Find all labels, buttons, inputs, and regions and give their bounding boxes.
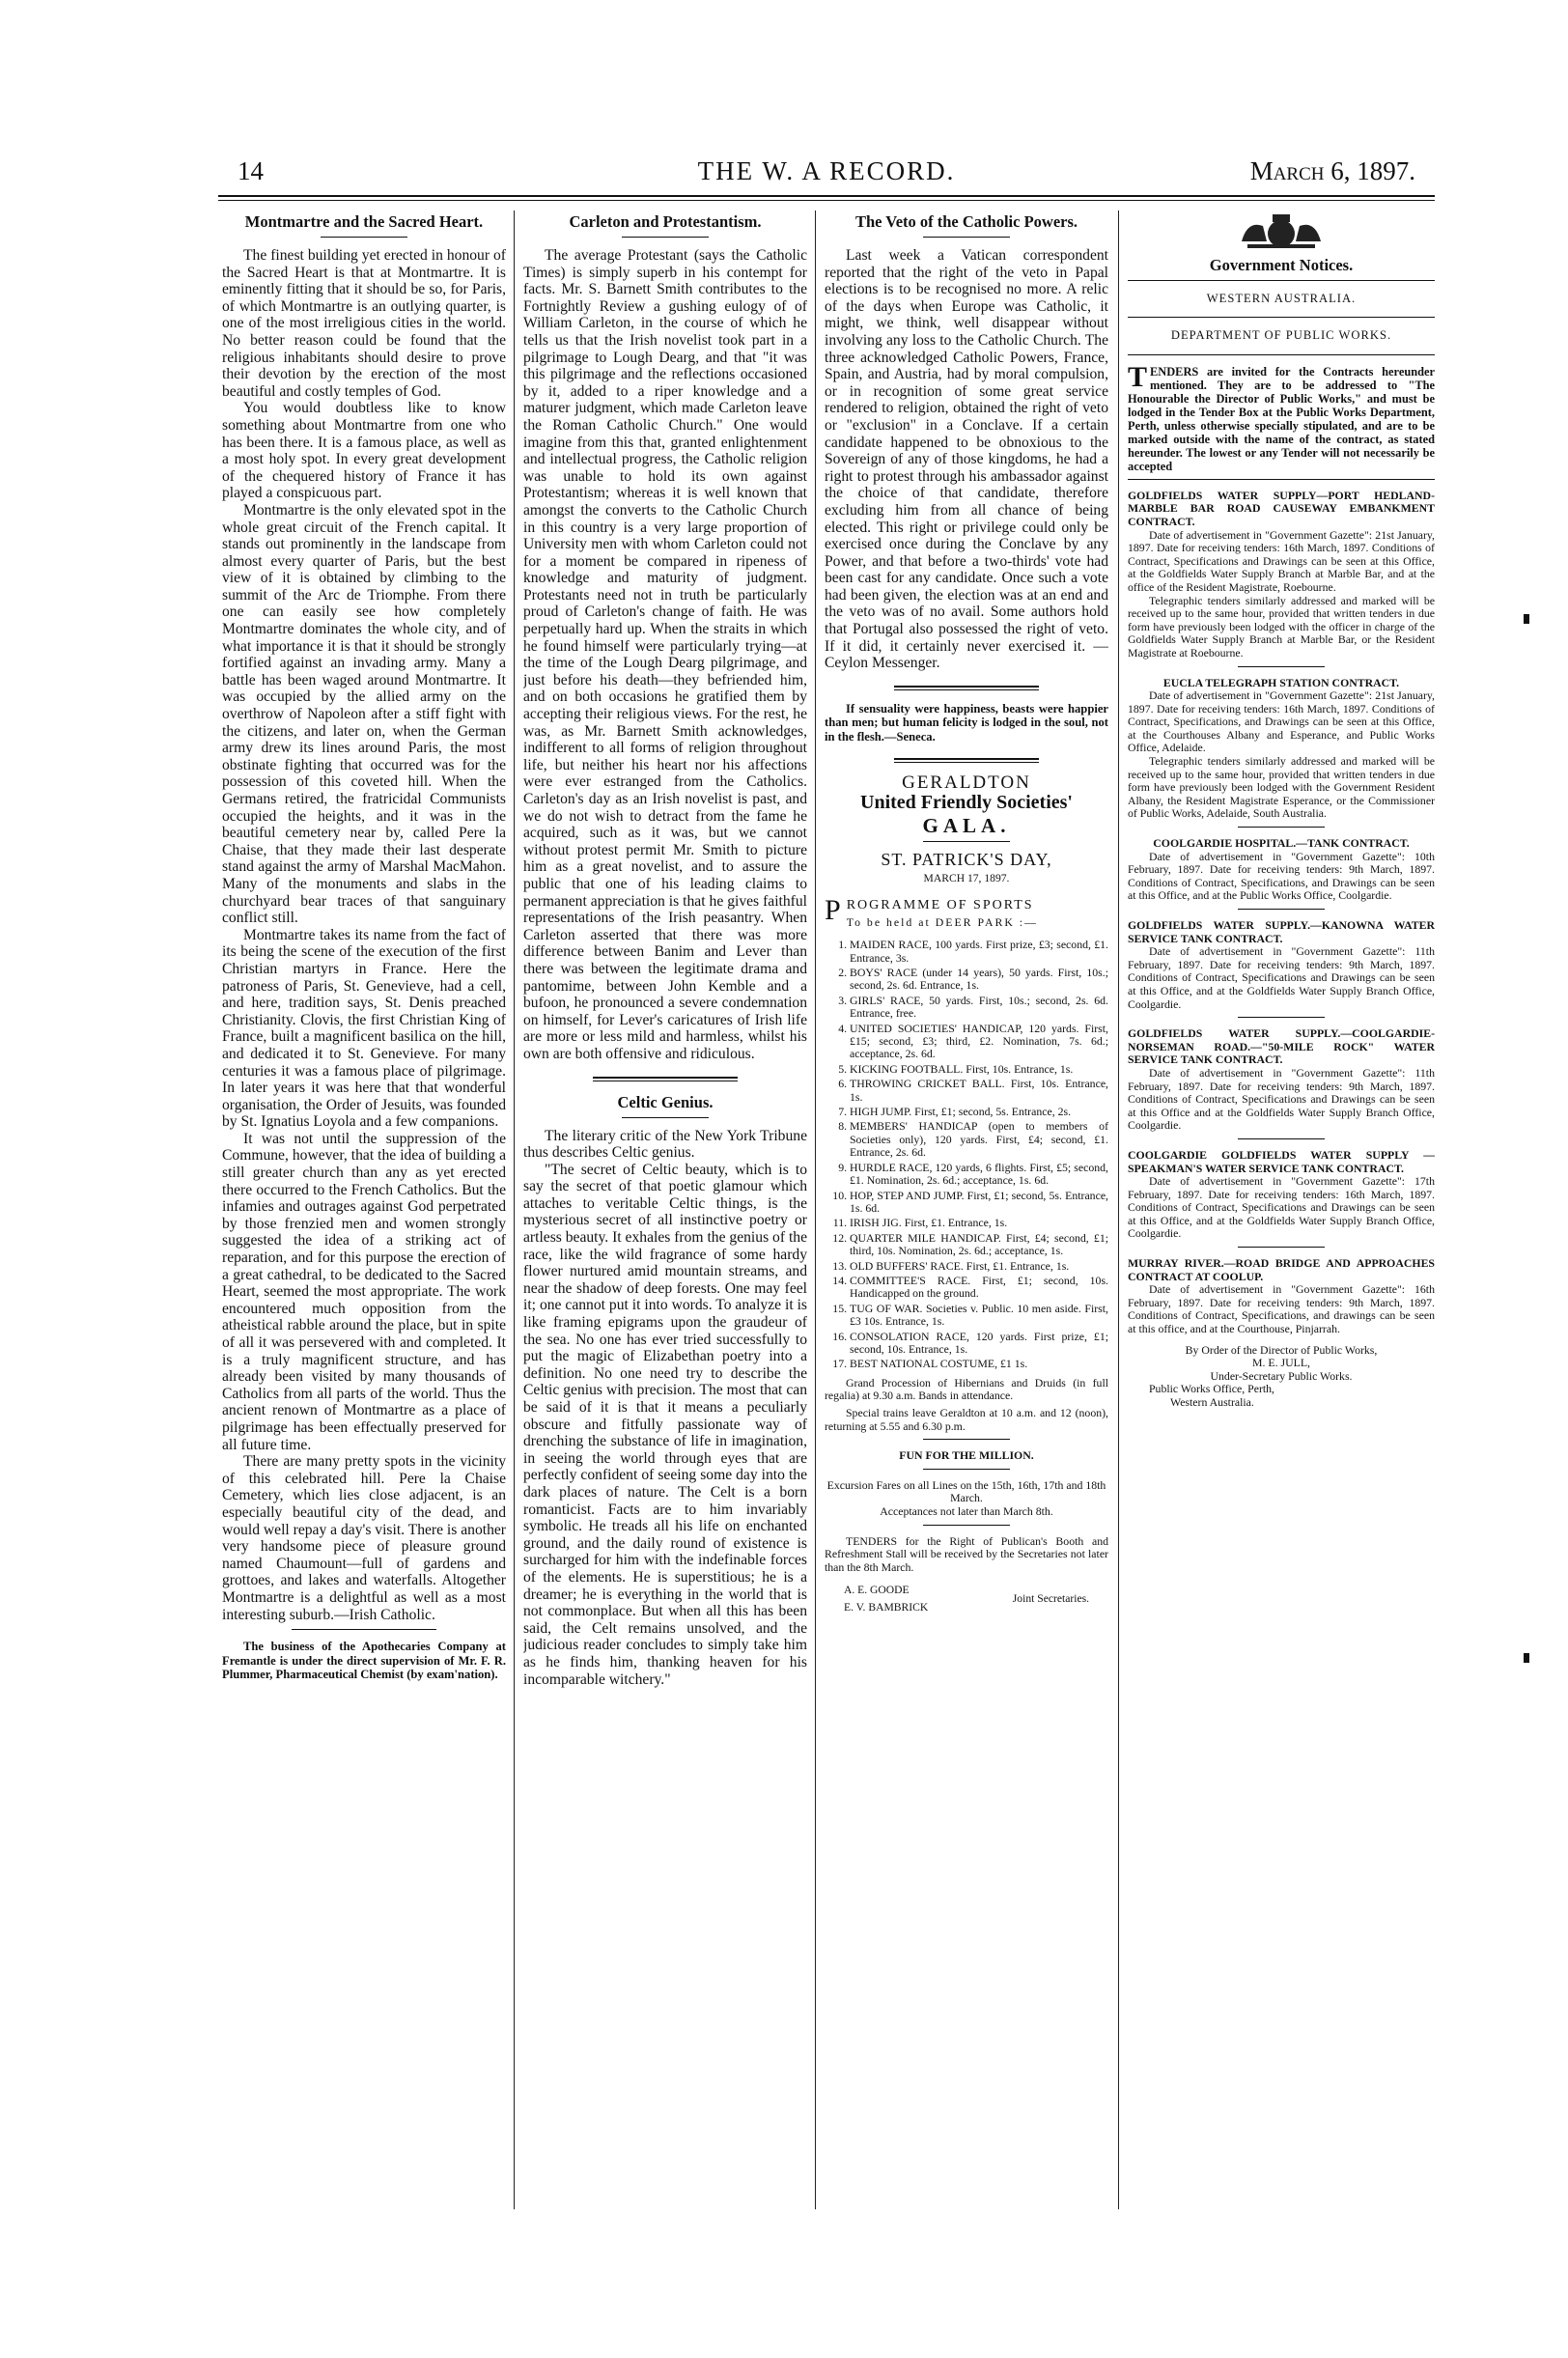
contract-body: Telegraphic tenders similarly addressed and marked will be received up to the same hour, provided that written tenders in due form have previously been lodged with the officer in charge of the Goldfields Water Supply Branch at Marble Bar, or the Resident Magistrate at Roebourne. [1128,593,1435,660]
trains-notice: Special trains leave Geraldton at 10 a.m. and 12 (noon), returning at 5.55 and 6.30 p.m. [825,1405,1108,1433]
paragraph: The finest building yet erected in honour of the Sacred Heart is that at Montmartre. It is eminently fitting that it should be so, for Paris, of which Montmartre is an outlying quarter, is one of the most irreligious cities in the world. No better reason could be found that the religious inhabitants should desire to prove their devotion by the erection of the most beautiful and costly temples of God. [222,247,506,400]
secretaries [825,1582,1108,1615]
contract-title: MURRAY RIVER.—ROAD BRIDGE AND APPROACHES CONTRACT AT COOLUP. [1128,1256,1435,1283]
contract-body: Date of advertisement in "Government Gazette": 10th February, 1897. Date for receiving tenders: 9th March, 1897. Conditions of Contract, Specifications, and Drawings can be seen at this Office, and at the Public Works Office, Coolgardie. [1128,849,1435,903]
event-item: 17. BEST NATIONAL COSTUME, £1 1s. [850,1358,1108,1370]
gala-title: GALA. [922,814,1011,838]
secretary-name: E. V. BAMBRICK [844,1600,929,1614]
contract-notice [1128,1149,1435,1241]
contract-notice [1128,677,1435,822]
article-title: Celtic Genius. [617,1092,714,1111]
event-item: 14. COMMITTEE'S RACE. First, £1; second, 10s. Handicapped on the ground. [850,1275,1108,1301]
contract-notice [1128,837,1435,903]
event-item: 11. IRISH JIG. First, £1. Entrance, 1s. [850,1217,1108,1229]
contract-body: Date of advertisement in "Government Gazette": 21st January, 1897. Date for receiving tenders: 16th March, 1897. Conditions of Contract, Specifications, and Drawings can be seen at this Office, at the Courthouses Albany and Esperance, and Public Works Office, Adelaide. [1128,688,1435,755]
divider [1238,827,1325,828]
newspaper-title: THE W. A RECORD. [697,156,956,185]
divider [1238,1017,1325,1018]
masthead-rule [218,195,1435,201]
programme-drop-cap: P [825,894,843,926]
divider [1238,1247,1325,1248]
contract-notice [1128,490,1435,660]
paragraph: The average Protestant (says the Catholic Times) is simply superb in his contempt for facts. Mr. S. Barnett Smith contributes to the Fortnightly Review a gushing eulogy of of William Carleton, in the course of which he tells us that the Irish novelist took part in a pilgrimage to Lough Dearg, and that "it was this pilgrimage and the reflections occasioned by it, added to a riper knowledge and a maturer judgment, which made Carleton leave the Roman Catholic Church." One would imagine from this that, granted enlightenment and intellectual progress, the Catholic religion was unable to hold its own against Protestantism; whereas it is well known that amongst the converts to the Catholic Church in this country is a very large proportion of University men with whom Carleton could not for a moment be compared in ripeness of knowledge and maturity of judgment. Protestants need not in truth be particularly proud of Carleton's change of faith. He was perpetually hard up. When the straits in which he found himself were particularly trying—at the time of the Lough Dearg pilgrimage, and just before his death—they befriended him, and on both occasions he gratified them by accepting their religious views. For the rest, he was, as Mr. Barnett Smith acknowledges, indifferent to all forms of religion throughout life, but neither his heart nor his affections were ever estranged from the Catholics. Carleton's day as an Irish novelist is past, and we do not wish to detract from the fame he acquired, such as it was, but we cannot without protest permit Mr. Smith to picture him as a great novelist, and to assure the public that one of his leading claims to permanent appreciation is that he gives faithful representations of the Irish peasantry. When Carleton asserted that there was more difference between Banim and Lever than there was between the legitimate drama and pantomime, between John Kemble and a bufoon, he pronounced a severe condemnation on himself, for Lever's caricatures of Irish life are more or less mild and harmless, whilst his own are both offensive and ridiculous. [523,247,807,1062]
event-item: 9. HURDLE RACE, 120 yards, 6 flights. First, £5; second, £1. Nomination, 2s. 6d.; acceptance, 1s. 6d. [850,1162,1108,1188]
column-divider [1118,211,1119,2209]
divider [923,841,1010,842]
contract-title: GOLDFIELDS WATER SUPPLY.—COOLGARDIE-NORSEMAN ROAD.—"50-MILE ROCK" WATER SERVICE TANK CONTRACT. [1128,1026,1435,1067]
divider [1128,280,1435,281]
government-notices-title: Government Notices. [1209,256,1354,274]
divider [1238,1138,1325,1139]
column-montmartre [222,211,506,2214]
divider [292,1629,436,1630]
state-heading: WESTERN AUSTRALIA. [1206,291,1357,305]
paragraph: It was not until the suppression of the Commune, however, that the idea of building a still greater church than any as yet erected there occurred to the French Catholics. But the infamies and outrages against God perpetrated by those frenzied men and women strongly suggested the idea of a striking act of reparation, and for this purpose the erection of a great cathedral, to be dedicated to the Sacred Heart, seemed the most appropriate. The work encountered much opposition from the atheistical rabble around the place, but in spite of all it was persevered with and completed. It is a truly magnificent structure, and has already been visited by many thousands of Catholics from all parts of the world. Thus the ancient renown of Montmartre as a place of pilgrimage has been effectually preserved for all future time. [222,1130,506,1453]
fun-heading: FUN FOR THE MILLION. [899,1448,1034,1463]
procession-notice: Grand Procession of Hibernians and Druids (in full regalia) at 9.30 a.m. Bands in attendance. [825,1375,1108,1403]
divider [923,1469,1010,1470]
event-item: 5. KICKING FOOTBALL. First, 10s. Entrance, 1s. [850,1063,1108,1076]
divider [923,1439,1010,1440]
tender-intro [1128,360,1435,473]
event-item: 4. UNITED SOCIETIES' HANDICAP, 120 yards. First, £15; second, £3; third, £2. Nomination, 7s. 6d.; acceptance, 2s. 6d. [850,1023,1108,1061]
divider [1238,666,1325,667]
contract-notice [1128,919,1435,1011]
page-number: 14 [238,156,264,185]
scan-edge-mark [1524,614,1529,624]
event-item: 16. CONSOLATION RACE, 120 yards. First prize, £1; second, 10s. Entrance, 1s. [850,1331,1108,1357]
contract-body: Date of advertisement in "Government Gazette": 11th February, 1897. Date for receiving tenders: 9th March, 1897. Conditions of Contract, Specifications and Drawings can be seen at this Office and at the Goldfields Water Supply Branch Office, Coolgardie. [1128,1065,1435,1133]
event-item: 13. OLD BUFFERS' RACE. First, £1. Entrance, 1s. [850,1260,1108,1273]
divider [1128,354,1435,355]
contract-body: Telegraphic tenders similarly addressed and marked will be received up to the same hour, provided that written tenders in due form have previously been lodged with the Government Resident Albany, the Resident Magistrate Esperance, or the Commissioner of Public Works, Adelaide, South Australia. [1128,754,1435,821]
signature-block [1128,1344,1435,1410]
event-item: 8. MEMBERS' HANDICAP (open to members of Societies only), 120 yards. First, £4; second, £1. Entrance, 2s. 6d. [850,1120,1108,1159]
programme-venue: To be held at DEER PARK :— [846,914,1038,929]
contract-body: Date of advertisement in "Government Gazette": 21st January, 1897. Date for receiving tenders: 16th March, 1897. Conditions of Contract, Specifications and Drawings can be seen at this Office, at the Goldfields Water Supply Branch at Marble Bar, and at the office of the Resident Magistrate, Roebourne. [1128,527,1435,594]
event-item: 6. THROWING CRICKET BALL. First, 10s. Entrance, 1s. [850,1078,1108,1104]
contract-title: GOLDFIELDS WATER SUPPLY.—KANOWNA WATER SERVICE TANK CONTRACT. [1128,918,1435,945]
column-carleton [523,211,807,2214]
contract-title: EUCLA TELEGRAPH STATION CONTRACT. [1162,675,1400,689]
signer-name: M. E. JULL, [1252,1356,1310,1370]
contract-title: GOLDFIELDS WATER SUPPLY—PORT HEDLAND-MARBLE BAR ROAD CAUSEWAY EMBANKMENT CONTRACT. [1128,488,1435,528]
divider [321,237,407,238]
gala-place: GERALDTON [902,772,1031,793]
gala-societies: United Friendly Societies' [860,792,1073,814]
tender-intro-text: ENDERS are invited for the Contracts hereunder mentioned. They are to be addressed to "The Honourable the Director of Public Works," and must be lodged in the Tender Box at the Public Works Department, Perth, unless otherwise specially stipulated, and are to be marked outside with the name of the contract, as stated hereunder. The lowest or any Tender will not necessarily be accepted [1128,364,1435,473]
excursion-notice: Excursion Fares on all Lines on the 15th, 16th, 17th and 18th March. [826,1477,1106,1505]
issue-date: March 6, 1897. [1249,156,1415,185]
event-item: 12. QUARTER MILE HANDICAP. First, £4; second, £1; third, 10s. Nomination, 2s. 6d.; acceptance, 1s. [850,1232,1108,1258]
column-divider [514,211,515,2209]
events-list [825,939,1108,1371]
column-divider [815,211,816,2209]
programme-heading [825,894,1108,931]
department-heading: DEPARTMENT OF PUBLIC WORKS. [1170,328,1392,343]
acceptances-notice: Acceptances not later than March 8th. [880,1503,1053,1518]
event-item: 2. BOYS' RACE (under 14 years), 50 yards. First, 10s.; second, 2s. 6d. Entrance, 1s. [850,967,1108,993]
event-item: 3. GIRLS' RACE, 50 yards. First, 10s.; second, 2s. 6d. Entrance, free. [850,995,1108,1021]
gala-day: ST. PATRICK'S DAY, [881,849,1052,869]
article-title: Carleton and Protestantism. [569,212,762,231]
paragraph: There are many pretty spots in the vicinity of this celebrated hill. Pere la Chaise Cemetery, which lies close adjacent, is an especially beautiful city of the dead, and would well repay a day's visit. There is another very handsome piece of pleasure ground named Chaumount—full of gardens and grottoes, and lakes and waterfalls. Altogether Montmartre is a delightful as well as a most interesting suburb.—Irish Catholic. [222,1453,506,1623]
tender-drop-cap: T [1128,360,1148,393]
column-veto-and-gala [825,211,1108,2214]
paragraph: You would doubtless like to know something about Montmartre from one who has been there. It is a famous place, as well as a most holy spot. In every great development of the chequered history of France it has played a conspicuous part. [222,400,506,502]
paragraph: "The secret of Celtic beauty, which is to say the secret of that poetic glamour which attaches to veritable Celtic things, is the mysterious secret of all instinctive poetry or artless beauty. It exhales from the genius of the race, like the wild fragrance of some hardy flower nurtured amid mountain streams, and near the shadow of deep forests. One may feel it; one cannot put it into words. To analyze it is like framing epigrams upon the graudeur of the sea. No one has ever tried successfully to put the magic of Elizabethan poetry into a definition. No one need try to describe the Celtic genius with precision. The most that can be said of it is that it means a peculiarly obscure and fitfully passionate way of drenching the substance of life in imagination, in seeing the world through eyes that are perfectly confident of seeing some day into the dark places of nature. The Celt is a born romanticist. Facts are to him invariably symbolic. He treads all his life on enchanted ground, and the daily round of existence is surcharged for him with the indefinable forces of the elements. He is superstitious; he is a dreamer; he is everything in the world that is not commonplace. But when all this has been said, the Celt remains unsolved, and the judicious reader concludes to simply take him as he finds him, thanking heaven for his incomparable witchery." [523,1161,807,1688]
column-government-notices [1128,211,1435,2214]
order-line: By Order of the Director of Public Works, [1185,1342,1378,1357]
event-item: 10. HOP, STEP AND JUMP. First, £1; second, 5s. Entrance, 1s. 6d. [850,1190,1108,1216]
divider [1128,479,1435,480]
paragraph: Last week a Vatican correspondent reported that the right of the veto in Papal elections is to be recognised no more. A relic of the days when Europe was Catholic, it might, we think, well disappear without involving any loss to the Catholic Church. The three acknowledged Catholic Powers, France, Spain, and Austria, had by moral compulsion, or in recognition of some great service rendered to religion, obtained the right of veto or "exclusion" in a Conclave. If a certain candidate happened to be obnoxious to the Sovereign of any of those kingdoms, he had a right to protest through his ambassador against the choice of that candidate, therefore excluding him from all chance of being elected. This right or privilege could only be exercised once during the Conclave by any Power, and that before a two-thirds' vote had been cast for any candidate. Once such a vote had been given, the election was at an end and the veto was of no avail. Some authors hold that Portugal also possessed the right of veto. If it did, it certainly never exercised it. —Ceylon Messenger. [825,247,1108,672]
double-divider [894,758,1039,763]
secretary-name: A. E. GOODE [844,1584,910,1597]
programme-title: ROGRAMME OF SPORTS [846,898,1034,912]
signer-title: Under-Secretary Public Works. [1210,1368,1353,1383]
divider [622,1117,709,1118]
office-line: Public Works Office, Perth, [1149,1382,1275,1396]
tenders-notice: TENDERS for the Right of Publican's Booth and Refreshment Stall will be received by the Secretaries not later than the 8th March. [825,1533,1108,1574]
contract-notice [1128,1027,1435,1133]
contract-title: COOLGARDIE HOSPITAL.—TANK CONTRACT. [1153,836,1410,851]
gala-advertisement [825,774,1108,1616]
article-title: Montmartre and the Sacred Heart. [244,212,484,231]
seneca-quote: If sensuality were happiness, beasts were happier than men; but human felicity is lodged in the soul, not in the flesh.—Seneca. [825,701,1108,744]
contract-body: Date of advertisement in "Government Gazette": 11th February, 1897. Date for receiving tenders: 9th March, 1897. Conditions of Contract, Specifications and Drawings can be seen at this Office, and at the Goldfields Water Supply Branch Office, Coolgardie. [1128,944,1435,1011]
event-item: 7. HIGH JUMP. First, £1; second, 5s. Entrance, 2s. [850,1106,1108,1118]
contract-body: Date of advertisement in "Government Gazette": 17th February, 1897. Date for receiving tenders: 16th March, 1897. Conditions of Contract, Specifications and Drawings can be seen at this Office, and at the Goldfields Water Supply Branch Office, Coolgardie. [1128,1174,1435,1241]
divider [923,1525,1010,1526]
royal-crest-icon [1238,212,1325,251]
gala-date: MARCH 17, 1897. [923,872,1010,885]
divider [923,237,1010,238]
masthead [218,156,1435,191]
article-title: The Veto of the Catholic Powers. [854,212,1078,231]
scan-edge-mark [1524,1653,1529,1663]
newspaper-page [199,145,1444,2221]
paragraph: The literary critic of the New York Tribune thus describes Celtic genius. [523,1127,807,1162]
event-item: 1. MAIDEN RACE, 100 yards. First prize, £3; second, £1. Entrance, 3s. [850,939,1108,965]
divider [1128,317,1435,318]
event-item: 15. TUG OF WAR. Societies v. Public. 10 men aside. First, £3 10s. Entrance, 1s. [850,1303,1108,1329]
paragraph: Montmartre takes its name from the fact of its being the scene of the execution of the first Christian martyrs in France. Here the patroness of Paris, St. Genevieve, had a cell, and here, tradition says, St. Denis preached Christianity. Clovis, the first Christian King of France, built a magnificent basilica on the hill, and dedicated it to St. Genevieve. For many centuries it was a famous place of pilgrimage. In later years it was here that that wonderful organisation, the Order of Jesuits, was founded by St. Ignatius Loyola and a few companions. [222,926,506,1131]
secretaries-label: Joint Secretaries. [1012,1592,1089,1606]
contract-notice [1128,1257,1435,1336]
divider [1238,909,1325,910]
divider [622,237,709,238]
double-divider [593,1077,738,1081]
apothecaries-notice: The business of the Apothecaries Company at Fremantle is under the direct supervision of Mr. F. R. Plummer, Pharmaceutical Chemist (by exam'nation). [222,1640,506,1682]
region-line: Western Australia. [1170,1395,1254,1409]
contract-body: Date of advertisement in "Government Gazette": 16th February, 1897. Date for receiving tenders: 9th March, 1897. Conditions of Contract, Specifications, and drawings can be seen at this office, and at the Courthouse, Pinjarrah. [1128,1282,1435,1336]
paragraph: Montmartre is the only elevated spot in the whole great circuit of the French capital. It stands out prominently in the landscape from almost every quarter of Paris, but the best view of it is obtained by climbing to the summit of the Arc de Triomphe. From there one can easily see how completely Montmartre dominates the whole city, and of what importance it is that it should be strongly fortified against an invading army. Many a battle has been waged around Montmartre. It was occupied by the allied army on the overthrow of Napoleon after a stiff fight with the citizens, and later on, when the German army drew its lines around Paris, the most obstinate fighting that occurred was for the possession of this coveted hill. When the Germans retired, the fratricidal Communists occupied the heights, and it was in the beautiful cemetery near by, called Pere la Chaise, that they made their last desperate stand against the army of Marshal MacMahon. Many of the monuments and slabs in the churchyard bear traces of that sanguinary conflict still. [222,501,506,927]
contract-title: COOLGARDIE GOLDFIELDS WATER SUPPLY — SPEAKMAN'S WATER SERVICE TANK CONTRACT. [1128,1147,1435,1175]
double-divider [894,686,1039,690]
